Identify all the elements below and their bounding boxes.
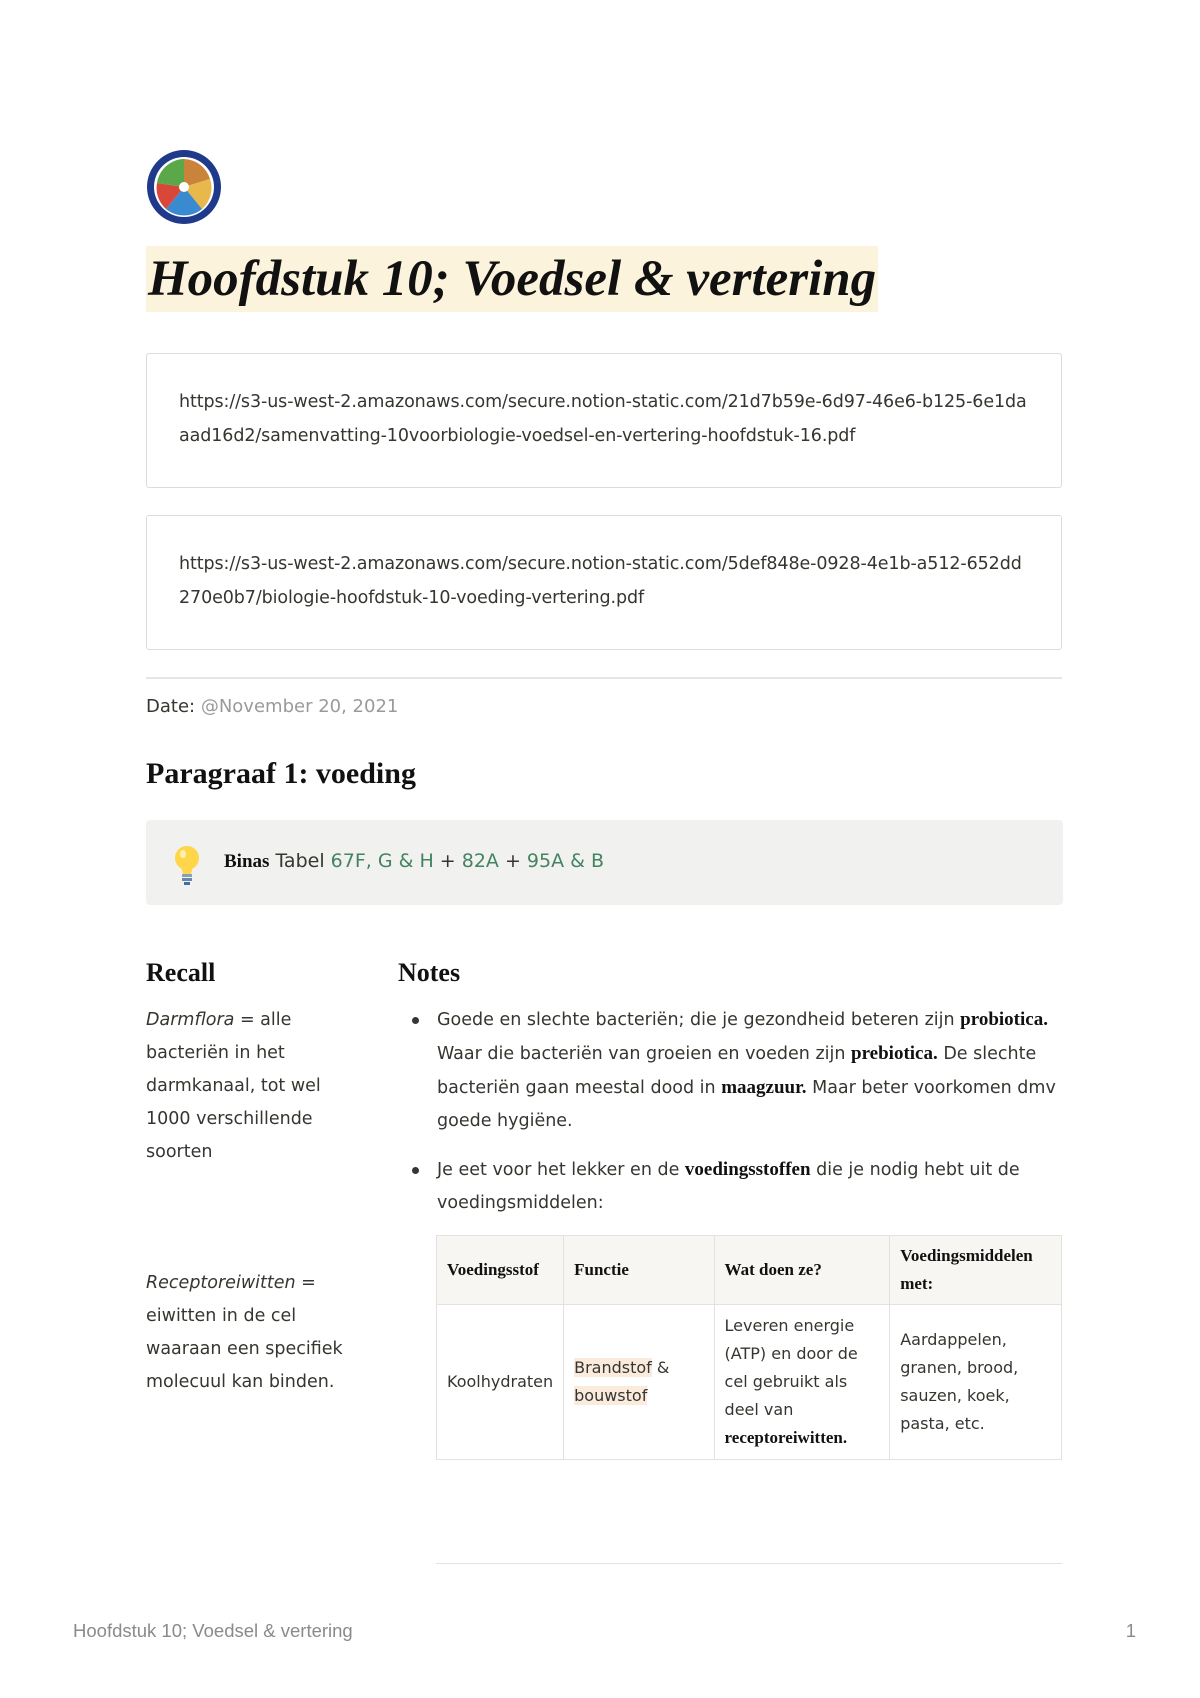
table-cell: Aardappelen, granen, brood, sauzen, koek, pasta, etc. bbox=[890, 1305, 1062, 1460]
callout-plain: Tabel bbox=[269, 850, 331, 872]
divider bbox=[146, 677, 1062, 679]
note-bold: probiotica. bbox=[960, 1009, 1048, 1030]
callout-plus: + bbox=[433, 850, 462, 872]
list-item bbox=[400, 1153, 1062, 1220]
recall-definition: = eiwitten in de cel waaraan een specifiek molecuul kan binden. bbox=[146, 1273, 343, 1392]
column-header: Functie bbox=[564, 1236, 714, 1305]
highlight: bouwstof bbox=[574, 1386, 648, 1405]
callout-bold: Binas bbox=[224, 851, 270, 872]
lightbulb-icon bbox=[172, 844, 202, 886]
note-text: die je nodig hebt uit de voedingsmiddelen: bbox=[437, 1160, 1020, 1213]
file-link[interactable]: https://s3-us-west-2.amazonaws.com/secure.notion-static.com/5def848e-0928-4e1b-a512-652dd270e0b7/biologie-hoofdstuk-10-voeding-vertering.pdf bbox=[146, 515, 1062, 650]
nutrients-table bbox=[436, 1235, 1062, 1460]
table-divider bbox=[436, 1563, 1062, 1564]
table-cell bbox=[564, 1305, 714, 1460]
table-cell: Koolhydraten bbox=[437, 1305, 564, 1460]
section-heading: Paragraaf 1: voeding bbox=[146, 757, 416, 790]
callout-text bbox=[224, 846, 604, 877]
cell-text: Leveren energie (ATP) en door de cel gebruikt als deel van bbox=[724, 1316, 858, 1419]
table-cell bbox=[714, 1305, 890, 1460]
cell-text: & bbox=[651, 1358, 670, 1377]
note-bold: maagzuur. bbox=[721, 1077, 807, 1098]
food-plate-icon bbox=[146, 149, 222, 225]
callout-ref: 82A bbox=[461, 850, 499, 872]
callout-plus: + bbox=[498, 850, 527, 872]
callout bbox=[146, 820, 1063, 905]
recall-heading: Recall bbox=[146, 958, 216, 987]
footer-title: Hoofdstuk 10; Voedsel & vertering bbox=[73, 1620, 353, 1641]
page-title: Hoofdstuk 10; Voedsel & vertering bbox=[146, 246, 878, 312]
callout-ref: 95A & B bbox=[526, 850, 605, 872]
notes-heading: Notes bbox=[398, 958, 461, 987]
date-property bbox=[146, 693, 398, 721]
page-number: 1 bbox=[1125, 1620, 1136, 1641]
table-row bbox=[437, 1305, 1062, 1460]
cell-bold: receptoreiwitten. bbox=[724, 1428, 848, 1447]
list-item bbox=[400, 1003, 1062, 1138]
column-header: Wat doen ze? bbox=[714, 1236, 890, 1305]
recall-item bbox=[146, 1004, 346, 1169]
note-bold: prebiotica. bbox=[851, 1043, 938, 1064]
recall-definition: = alle bacteriën in het darmkanaal, tot wel 1000 verschillende soorten bbox=[146, 1010, 321, 1162]
note-bold: voedingsstoffen bbox=[684, 1159, 811, 1180]
table-header-row bbox=[437, 1236, 1062, 1305]
recall-term: Darmflora bbox=[146, 1010, 235, 1030]
callout-ref: 67F, G & H bbox=[330, 850, 434, 872]
recall-term: Receptoreiwitten bbox=[146, 1273, 296, 1293]
notes-list bbox=[400, 1003, 1062, 1235]
note-text: Goede en slechte bacteriën; die je gezondheid beteren zijn bbox=[437, 1010, 961, 1030]
note-text: Je eet voor het lekker en de bbox=[437, 1160, 685, 1180]
highlight: Brandstof bbox=[574, 1358, 652, 1377]
file-link[interactable]: https://s3-us-west-2.amazonaws.com/secure.notion-static.com/21d7b59e-6d97-46e6-b125-6e1daaad16d2/samenvatting-10voorbiologie-voedsel-en-vertering-hoofdstuk-16.pdf bbox=[146, 353, 1062, 488]
recall-item bbox=[146, 1267, 346, 1399]
date-label: Date: bbox=[146, 696, 196, 717]
column-header: Voedingsmiddelen met: bbox=[890, 1236, 1062, 1305]
note-text: Maar beter voorkomen dmv goede hygiëne. bbox=[437, 1078, 1056, 1131]
note-text: Waar die bacteriën van groeien en voeden zijn bbox=[437, 1044, 852, 1064]
column-header: Voedingsstof bbox=[437, 1236, 564, 1305]
note-text: De slechte bacteriën gaan meestal dood in bbox=[437, 1044, 1037, 1098]
date-value[interactable]: @November 20, 2021 bbox=[200, 696, 399, 717]
